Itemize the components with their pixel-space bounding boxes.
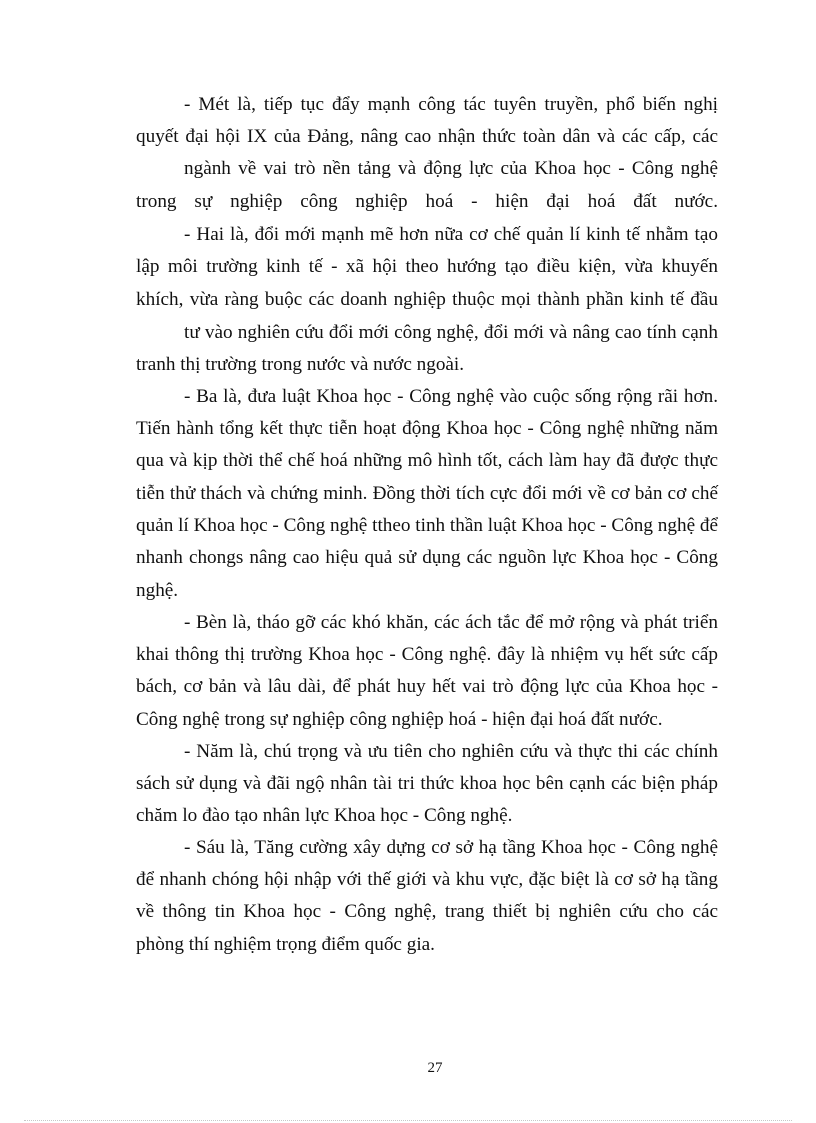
body-line: về thông tin Khoa học - Công nghệ, trang thiết bị nghiên cứu cho các [136,901,718,922]
body-line: quyết đại hội IX của Đảng, nâng cao nhận thức toàn dân và các cấp, các [136,126,718,147]
body-line: quản lí Khoa học - Công nghệ ttheo tinh thần luật Khoa học - Công nghệ để [136,515,718,536]
body-line: nghệ. [136,580,179,601]
body-line: Tiến hành tổng kết thực tiễn hoạt động Khoa học - Công nghệ những năm [136,418,718,439]
body-line: sách sử dụng và đãi ngộ nhân tài tri thức khoa học bên cạnh các biện pháp [136,773,718,794]
body-line: - Năm là, chú trọng và ưu tiên cho nghiên cứu và thực thi các chính [184,741,718,762]
body-line: - Sáu là, Tăng cường xây dựng cơ sở hạ tầng Khoa học - Công nghệ [184,837,718,858]
body-line: lập môi trường kinh tế - xã hội theo hướng tạo điều kiện, vừa khuyến [136,256,718,277]
body-line: trong sự nghiệp công nghiệp hoá - hiện đại hoá đất nước. [136,191,718,212]
body-line: - Mét là, tiếp tục đẩy mạnh công tác tuyên truyền, phổ biến nghị [184,94,718,115]
body-line: chăm lo đào tạo nhân lực Khoa học - Công nghệ. [136,805,513,826]
body-line: - Bèn là, tháo gỡ các khó khăn, các ách tắc để mở rộng và phát triển [184,612,718,633]
body-line: tranh thị trường trong nước và nước ngoài. [136,354,465,375]
body-line: tiễn thử thách và chứng minh. Đồng thời tích cực đổi mới về cơ bản cơ chế [136,483,718,504]
body-line: khai thông thị trường Khoa học - Công nghệ. đây là nhiệm vụ hết sức cấp [136,644,718,665]
body-line: phòng thí nghiệm trọng điểm quốc gia. [136,934,435,955]
body-line: qua và kịp thời thể chế hoá những mô hình tốt, cách làm hay đã được thực [136,450,718,471]
body-line: bách, cơ bản và lâu dài, để phát huy hết vai trò động lực của Khoa học - [136,676,718,697]
body-line: - Ba là, đưa luật Khoa học - Công nghệ vào cuộc sống rộng rãi hơn. [184,386,718,407]
body-line: Công nghệ trong sự nghiệp công nghiệp hoá - hiện đại hoá đất nước. [136,709,663,730]
body-line: - Hai là, đổi mới mạnh mẽ hơn nữa cơ chế quản lí kinh tế nhằm tạo [184,224,718,245]
footer-divider [24,1120,792,1121]
page-number: 27 [427,1060,443,1076]
body-line: khích, vừa ràng buộc các doanh nghiệp thuộc mọi thành phần kinh tế đầu [136,289,718,310]
body-line: tư vào nghiên cứu đổi mới công nghệ, đổi mới và nâng cao tính cạnh [184,322,718,343]
body-line: để nhanh chóng hội nhập với thế giới và khu vực, đặc biệt là cơ sở hạ tầng [136,869,718,890]
body-line: nhanh chongs nâng cao hiệu quả sử dụng các nguồn lực Khoa học - Công [136,547,718,568]
body-line: ngành về vai trò nền tảng và động lực của Khoa học - Công nghệ [184,158,718,179]
